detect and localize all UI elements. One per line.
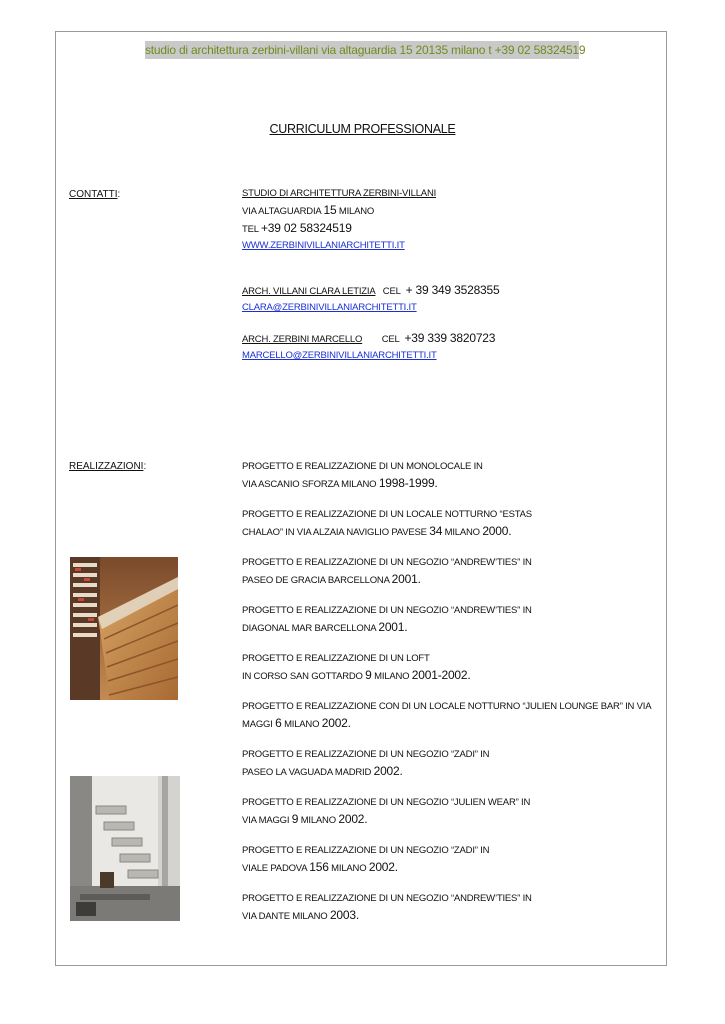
person1-cel: + 39 349 3528355 (405, 283, 500, 297)
loft-staircase-photo (70, 776, 180, 921)
project-year: 2000. (482, 524, 512, 538)
person2-block (242, 330, 495, 364)
project-year: 2001. (378, 620, 408, 634)
project-line2: VIA ASCANIO SFORZA MILANO (242, 479, 377, 490)
project-year: 2002. (373, 764, 403, 778)
project-line1: PROGETTO E REALIZZAZIONE DI UN LOCALE NOTTURNO “ESTAS (242, 509, 532, 520)
project-line1: PROGETTO E REALIZZAZIONE DI UN MONOLOCALE IN (242, 461, 483, 472)
project-line1: PROGETTO E REALIZZAZIONE DI UN LOFT (242, 653, 430, 664)
project-item (242, 651, 471, 685)
tel-label: TEL (242, 224, 259, 235)
project-year: 2002. (368, 860, 398, 874)
project-item (242, 699, 651, 733)
person2-cel-label: CEL (381, 334, 400, 345)
project-city: MILANO (284, 719, 320, 730)
person2-email-link[interactable]: MARCELLO@ZERBINIVILLANIARCHITETTI.IT (242, 350, 437, 361)
shop-interior-drawing (70, 557, 178, 700)
project-year: 2002. (321, 716, 351, 730)
letterhead: studio di architettura zerbini-villani via altaguardia 15 20135 milano t +39 02 58324519 (145, 43, 586, 57)
project-line2: VIALE PADOVA (242, 863, 307, 874)
website-link[interactable]: WWW.ZERBINIVILLANIARCHITETTI.IT (242, 240, 405, 251)
project-year: 1998-1999. (378, 476, 438, 490)
project-line1: PROGETTO E REALIZZAZIONE DI UN NEGOZIO “JULIEN WEAR” IN (242, 797, 531, 808)
project-item (242, 747, 489, 781)
address-city: MILANO (338, 206, 375, 217)
person2-cel: +39 339 3820723 (404, 331, 496, 345)
realizzazioni-label (69, 461, 146, 472)
studio-name: STUDIO DI ARCHITETTURA ZERBINI-VILLANI (242, 188, 437, 199)
project-year: 2003. (329, 908, 359, 922)
project-city: MILANO (374, 671, 410, 682)
project-city: MILANO (444, 527, 480, 538)
page-title: CURRICULUM PROFESSIONALE (269, 122, 456, 136)
address-street: VIA ALTAGUARDIA (242, 206, 322, 217)
person1-name: ARCH. VILLANI CLARA LETIZIA (242, 286, 376, 297)
contacts-label-colon: : (117, 189, 121, 200)
project-line2: DIAGONAL MAR BARCELLONA (242, 623, 376, 634)
project-item (242, 603, 532, 637)
person2-name: ARCH. ZERBINI MARCELLO (242, 334, 363, 345)
person1-block (242, 282, 499, 316)
project-line2: VIA MAGGI (242, 815, 290, 826)
contacts-block (242, 186, 436, 254)
contacts-label-text: CONTATTI (69, 189, 118, 200)
project-line2: VIA DANTE MILANO (242, 911, 328, 922)
project-city: MILANO (300, 815, 336, 826)
address-number: 15 (323, 203, 337, 217)
project-line1: PROGETTO E REALIZZAZIONE DI UN NEGOZIO “ANDREW’TIES” IN (242, 557, 532, 568)
project-line2: PASEO LA VAGUADA MADRID (242, 767, 372, 778)
project-line2: MAGGI (242, 719, 273, 730)
studio-tel (242, 220, 436, 238)
project-item (242, 891, 532, 925)
project-item (242, 843, 489, 877)
project-year: 2001-2002. (411, 668, 471, 682)
person1-email-link[interactable]: CLARA@ZERBINIVILLANIARCHITETTI.IT (242, 302, 417, 313)
project-item (242, 507, 532, 541)
contacts-label (69, 189, 120, 200)
project-number: 34 (429, 524, 443, 538)
project-city: MILANO (331, 863, 367, 874)
studio-address (242, 202, 436, 220)
project-year: 2002. (338, 812, 368, 826)
project-line1: PROGETTO E REALIZZAZIONE DI UN NEGOZIO “ANDREW’TIES” IN (242, 893, 532, 904)
project-line2: PASEO DE GRACIA BARCELLONA (242, 575, 390, 586)
project-line1: PROGETTO E REALIZZAZIONE DI UN NEGOZIO “ZADI” IN (242, 845, 490, 856)
project-number: 6 (275, 716, 282, 730)
project-line2: IN CORSO SAN GOTTARDO (242, 671, 363, 682)
project-number: 156 (309, 860, 329, 874)
loft-staircase-drawing (70, 776, 180, 921)
project-item (242, 555, 532, 589)
shop-interior-photo (70, 557, 178, 700)
realizzazioni-label-colon: : (143, 461, 147, 472)
project-item (242, 795, 530, 829)
project-item (242, 459, 483, 493)
project-line1: PROGETTO E REALIZZAZIONE DI UN NEGOZIO “ZADI” IN (242, 749, 490, 760)
project-number: 9 (291, 812, 299, 826)
project-line1: PROGETTO E REALIZZAZIONE CON DI UN LOCALE NOTTURNO “JULIEN LOUNGE BAR” IN VIA (242, 701, 652, 712)
person1-cel-label: CEL (382, 286, 401, 297)
realizzazioni-label-text: REALIZZAZIONI (69, 461, 144, 472)
project-line1: PROGETTO E REALIZZAZIONE DI UN NEGOZIO “ANDREW’TIES” IN (242, 605, 532, 616)
tel-number: +39 02 58324519 (260, 221, 352, 235)
project-year: 2001. (391, 572, 421, 586)
project-number: 9 (365, 668, 372, 682)
project-line2: CHALAO” IN VIA ALZAIA NAVIGLIO PAVESE (242, 527, 427, 538)
